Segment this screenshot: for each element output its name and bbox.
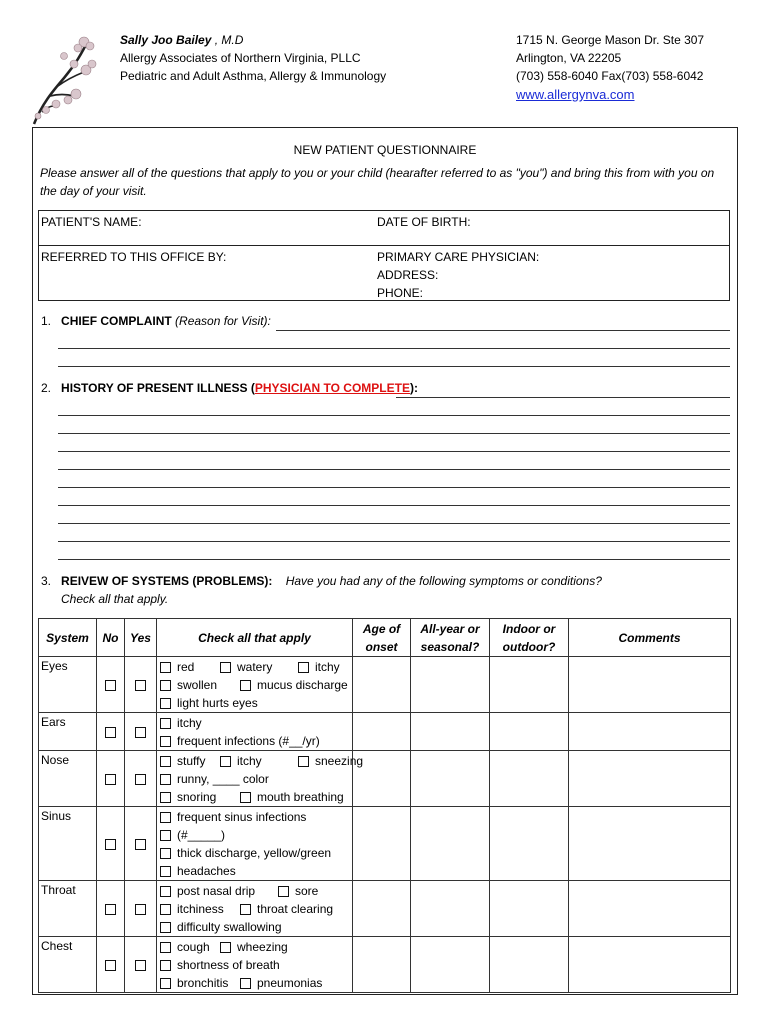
doctor-suffix: , M.D [211,33,244,47]
symptom-option[interactable] [160,956,280,974]
symptom-option[interactable] [240,974,322,992]
referred-by-field[interactable]: REFERRED TO THIS OFFICE BY: [41,250,227,264]
table-header-row [39,619,731,657]
symptom-label: red [177,660,195,674]
q1-answer-line[interactable] [58,366,730,367]
no-checkbox[interactable] [105,904,116,915]
comments-cell[interactable] [569,881,731,937]
symptom-checkbox[interactable] [160,866,171,877]
symptom-checkbox[interactable] [160,698,171,709]
header-indoor-line1: Indoor or [502,621,556,636]
symptom-option[interactable] [160,918,282,936]
yes-checkbox[interactable] [135,727,146,738]
indoor-outdoor-cell[interactable] [490,881,569,937]
symptom-option[interactable] [240,676,348,694]
symptom-option[interactable] [220,938,288,956]
header-comments: Comments [569,619,731,657]
option-line [160,658,352,676]
patient-name-field[interactable]: PATIENT'S NAME: [41,215,142,229]
system-name: Chest [39,937,97,993]
header-age-onset [353,619,411,657]
symptom-checkbox[interactable] [160,774,171,785]
all-year-cell[interactable] [411,751,490,807]
symptom-label: light hurts eyes [177,696,258,710]
q2-physician-note: PHYSICIAN TO COMPLETE [254,381,410,395]
symptom-option[interactable] [240,788,344,806]
symptom-checkbox[interactable] [160,848,171,859]
q2-close: ): [409,381,418,395]
form-intro: Please answer all of the questions that apply to you or your child (hearafter referred to as "you") and bring this from with you on the day of your visit. [40,166,715,198]
no-checkbox[interactable] [105,839,116,850]
q2-label: HISTORY OF PRESENT ILLNESS ( [61,381,255,395]
indoor-outdoor-cell[interactable] [490,751,569,807]
q1-number: 1. [41,314,52,328]
age-onset-cell[interactable] [353,657,411,713]
address-line-2: Arlington, VA 22205 [516,51,622,65]
symptom-option[interactable] [160,788,216,806]
no-cell [97,807,125,881]
address-line-1: 1715 N. George Mason Dr. Ste 307 [516,33,705,47]
yes-checkbox[interactable] [135,680,146,691]
header-all-year [411,619,490,657]
symptom-option[interactable] [160,808,306,826]
q3-subtext: Check all that apply. [61,592,169,606]
symptom-option[interactable] [160,732,320,750]
yes-cell [125,881,157,937]
symptom-label: throat clearing [257,902,334,916]
symptom-option[interactable] [160,752,205,770]
yes-cell [125,713,157,751]
symptom-option[interactable] [160,900,224,918]
option-line [160,694,352,712]
option-line [160,974,352,992]
q1-label: CHIEF COMPLAINT [61,314,172,328]
symptom-option[interactable] [160,676,217,694]
symptom-option[interactable] [160,694,258,712]
symptom-checkbox[interactable] [160,736,171,747]
symptom-label: cough [177,940,210,954]
no-checkbox[interactable] [105,680,116,691]
symptom-option[interactable] [220,658,272,676]
q2-answer-line[interactable] [58,469,730,470]
header-allyear-line1: All-year or [420,621,480,636]
no-checkbox[interactable] [105,774,116,785]
header-system: System [39,619,97,657]
symptom-options [157,713,353,751]
yes-cell [125,751,157,807]
comments-cell[interactable] [569,937,731,993]
symptom-option[interactable] [160,714,202,732]
symptom-checkbox[interactable] [160,942,171,953]
symptom-checkbox[interactable] [298,662,309,673]
age-onset-cell[interactable] [353,937,411,993]
pcp-address-field[interactable]: ADDRESS: [377,268,439,282]
symptom-label: headaches [177,864,236,878]
symptom-label: difficulty swallowing [177,920,282,934]
symptom-checkbox[interactable] [160,886,171,897]
no-cell [97,713,125,751]
system-name: Ears [39,713,97,751]
symptom-option[interactable] [160,974,228,992]
symptom-option[interactable] [298,752,363,770]
header-check: Check all that apply [157,619,353,657]
table-row [39,937,731,993]
symptom-options [157,751,364,807]
symptom-label: stuffy [177,754,206,768]
doctor-name: Sally Joo Bailey [120,33,212,47]
q2-number: 2. [41,381,52,395]
yes-cell [125,937,157,993]
symptom-label: itchy [177,716,202,730]
symptom-label: shortness of breath [177,958,280,972]
header-yes: Yes [125,619,157,657]
symptom-label: (#_____) [177,828,226,842]
yes-checkbox[interactable] [135,839,146,850]
header-age-line2: onset [365,639,398,654]
no-cell [97,937,125,993]
symptom-label: thick discharge, yellow/green [177,846,332,860]
cherry-blossom-logo [28,34,104,126]
symptom-label: sore [295,884,319,898]
no-cell [97,881,125,937]
q2-answer-line[interactable] [58,415,730,416]
q3-number: 3. [41,574,52,588]
symptom-label: frequent sinus infections [177,810,307,824]
option-line [160,752,364,770]
header-indoor-line2: outdoor? [502,639,556,654]
symptom-label: itchiness [177,902,224,916]
header-age-line1: Age of [362,621,401,636]
info-divider [39,245,729,246]
system-name: Eyes [39,657,97,713]
option-line [160,900,352,918]
symptom-checkbox[interactable] [240,978,251,989]
symptom-checkbox[interactable] [160,960,171,971]
question-1 [41,314,271,328]
q2-answer-line[interactable] [58,505,730,506]
yes-cell [125,657,157,713]
symptom-option[interactable] [160,882,255,900]
pcp-field[interactable]: PRIMARY CARE PHYSICIAN: [377,250,540,264]
table-row [39,751,731,807]
symptom-label: mouth breathing [257,790,344,804]
symptom-checkbox[interactable] [298,756,309,767]
indoor-outdoor-cell[interactable] [490,657,569,713]
option-line [160,956,352,974]
table-row [39,657,731,713]
yes-checkbox[interactable] [135,774,146,785]
symptom-checkbox[interactable] [160,756,171,767]
symptom-label: mucus discharge [257,678,348,692]
symptom-option[interactable] [160,658,194,676]
symptom-checkbox[interactable] [160,792,171,803]
comments-cell[interactable] [569,807,731,881]
website-link[interactable]: www.allergynva.com [516,87,635,102]
symptom-checkbox[interactable] [240,792,251,803]
q2-answer-line[interactable] [58,541,730,542]
symptom-label: itchy [315,660,340,674]
dob-field[interactable]: DATE OF BIRTH: [377,215,471,229]
option-line [160,714,352,732]
symptom-checkbox[interactable] [160,904,171,915]
option-line [160,844,352,862]
review-of-systems-table [38,618,731,993]
symptom-label: post nasal drip [177,884,256,898]
symptom-checkbox[interactable] [240,680,251,691]
symptom-options [157,937,353,993]
form-title: NEW PATIENT QUESTIONNAIRE [293,143,477,157]
phone-fax: (703) 558-6040 Fax(703) 558-6042 [516,69,704,83]
system-name: Nose [39,751,97,807]
symptom-checkbox[interactable] [160,978,171,989]
symptom-option[interactable] [298,658,340,676]
pcp-phone-field[interactable]: PHONE: [377,286,424,300]
all-year-cell[interactable] [411,881,490,937]
option-line [160,808,352,826]
no-checkbox[interactable] [105,727,116,738]
q1-answer-line[interactable] [276,330,730,331]
option-line [160,826,352,844]
header-no: No [97,619,125,657]
header-indoor [490,619,569,657]
age-onset-cell[interactable] [353,807,411,881]
symptom-checkbox[interactable] [160,662,171,673]
symptom-checkbox[interactable] [220,662,231,673]
symptom-option[interactable] [220,752,262,770]
symptom-option[interactable] [160,844,331,862]
indoor-outdoor-cell[interactable] [490,807,569,881]
option-line [160,788,352,806]
option-line [160,732,352,750]
no-checkbox[interactable] [105,960,116,971]
symptom-option[interactable] [160,862,236,880]
all-year-cell[interactable] [411,657,490,713]
symptom-options [157,881,353,937]
symptom-option[interactable] [160,938,210,956]
indoor-outdoor-cell[interactable] [490,937,569,993]
practice-name: Allergy Associates of Northern Virginia, PLLC [120,51,361,65]
age-onset-cell[interactable] [353,713,411,751]
table-row [39,713,731,751]
symptom-label: pneumonias [257,976,323,990]
symptom-label: frequent infections (#__/yr) [177,734,320,748]
no-cell [97,657,125,713]
q3-italic: Have you had any of the following symptoms or conditions? [285,574,602,588]
symptom-option[interactable] [160,826,225,844]
no-cell [97,751,125,807]
option-line [160,770,352,788]
practice-specialty: Pediatric and Adult Asthma, Allergy & Immunology [120,69,387,83]
option-line [160,938,352,956]
q3-label: REIVEW OF SYSTEMS (PROBLEMS): [61,574,273,588]
symptom-checkbox[interactable] [220,756,231,767]
symptom-label: wheezing [237,940,288,954]
yes-checkbox[interactable] [135,904,146,915]
symptom-label: watery [237,660,273,674]
q2-answer-line[interactable] [58,433,730,434]
option-line [160,882,352,900]
symptom-label: swollen [177,678,218,692]
q2-answer-line[interactable] [58,451,730,452]
symptom-checkbox[interactable] [220,942,231,953]
symptom-label: itchy [237,754,262,768]
all-year-cell[interactable] [411,713,490,751]
yes-checkbox[interactable] [135,960,146,971]
header-allyear-line2: seasonal? [420,639,480,654]
symptom-checkbox[interactable] [240,904,251,915]
comments-cell[interactable] [569,657,731,713]
q2-answer-line[interactable] [396,397,730,398]
symptom-checkbox[interactable] [160,922,171,933]
system-name: Sinus [39,807,97,881]
doctor-line [120,31,243,49]
patient-info-box [38,210,730,301]
system-name: Throat [39,881,97,937]
q1-answer-line[interactable] [58,348,730,349]
symptom-label: bronchitis [177,976,229,990]
table-row [39,881,731,937]
age-onset-cell[interactable] [353,881,411,937]
comments-cell[interactable] [569,713,731,751]
q2-answer-line[interactable] [58,487,730,488]
indoor-outdoor-cell[interactable] [490,713,569,751]
q2-answer-line[interactable] [58,559,730,560]
yes-cell [125,807,157,881]
table-row [39,807,731,881]
symptom-label: sneezing [315,754,364,768]
question-3 [41,574,602,588]
symptom-checkbox[interactable] [160,830,171,841]
symptom-label: snoring [177,790,217,804]
symptom-checkbox[interactable] [160,680,171,691]
symptom-checkbox[interactable] [278,886,289,897]
option-line [160,862,352,880]
q1-italic: (Reason for Visit): [175,314,271,328]
symptom-option[interactable] [278,882,318,900]
symptom-checkbox[interactable] [160,718,171,729]
q2-answer-line[interactable] [58,523,730,524]
comments-cell[interactable] [569,751,731,807]
symptom-label: runny, ____ color [177,772,269,786]
question-2 [41,381,418,395]
symptom-checkbox[interactable] [160,812,171,823]
symptom-options [157,657,353,713]
table-body [39,657,731,993]
option-line [160,918,352,936]
option-line [160,676,352,694]
symptom-options [157,807,353,881]
all-year-cell[interactable] [411,937,490,993]
symptom-option[interactable] [160,770,269,788]
symptom-option[interactable] [240,900,333,918]
all-year-cell[interactable] [411,807,490,881]
